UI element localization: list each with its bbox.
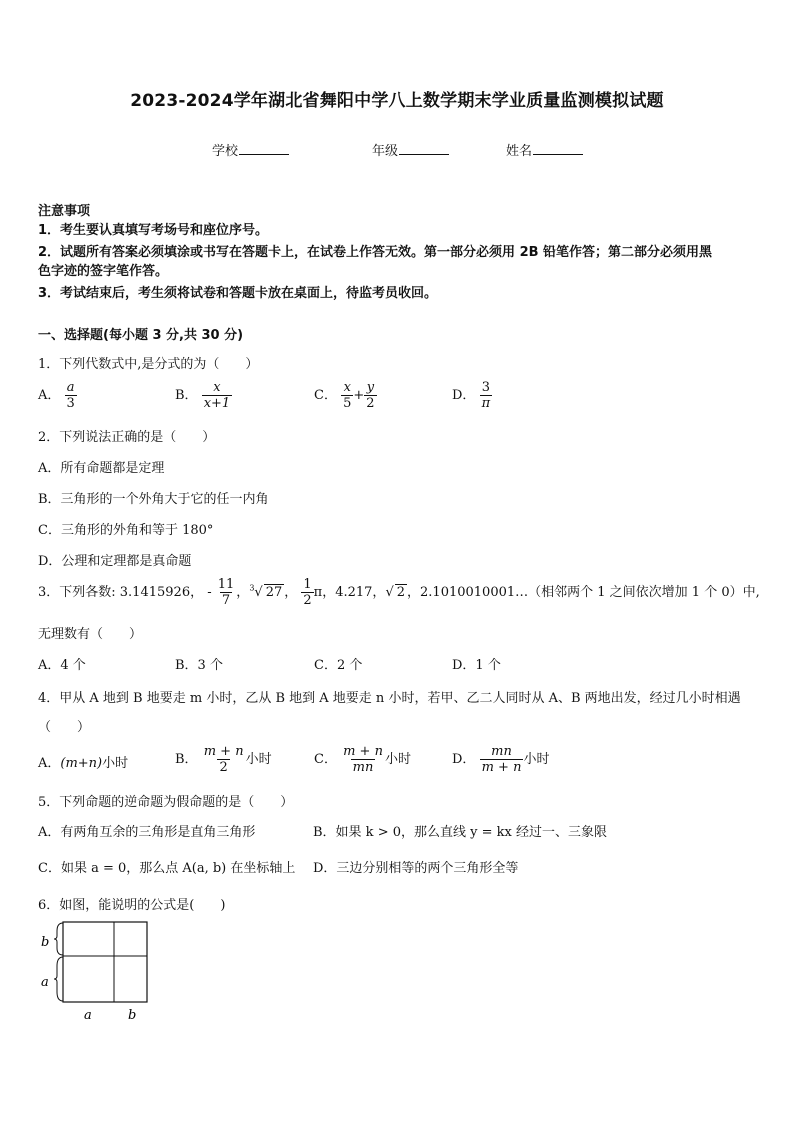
note-item: 2．试题所有答案必须填涂或书写在答题卡上，在试卷上作答无效。第一部分必须用 2B 铅笔作答；第二部分必须用黑	[38, 245, 713, 260]
numerator: x	[343, 380, 351, 395]
school-field[interactable]	[212, 140, 289, 159]
denominator: 2	[366, 396, 375, 411]
q5-option-d[interactable]: D．三边分别相等的两个三角形全等	[313, 861, 519, 876]
question-3-stem: 3．下列各数: 3.1415926， - $\frac{11}{7}$ ，$^3$√ 27 ， $\frac{1}{2}$ π，4.217，√ 2 ，2.1010010001…（相邻两个 1 之间依次增加 1 个 0）中,	[38, 577, 760, 608]
numerator: 1	[303, 577, 312, 592]
q4-option-c[interactable]	[314, 744, 411, 775]
denominator: 3	[66, 396, 75, 411]
q4-option-a[interactable]	[38, 752, 128, 771]
q5-option-b[interactable]: B．如果 k > 0，那么直线 y = kx 经过一、三象限	[313, 825, 607, 840]
q1-option-d[interactable]	[452, 380, 492, 411]
fraction	[480, 744, 524, 775]
unit: 小时	[384, 752, 411, 767]
option-label: A．	[38, 388, 61, 403]
option-label: B．	[175, 388, 198, 403]
denominator: mn	[352, 760, 374, 775]
numerator: a	[66, 380, 75, 395]
denominator: x+1	[203, 396, 231, 411]
denominator: 2	[303, 593, 312, 608]
q2-option-a[interactable]: A．所有命题都是定理	[38, 461, 165, 476]
radicand: 2	[396, 585, 406, 600]
q3-option-a[interactable]: A．4 个	[38, 658, 86, 673]
numerator: x	[213, 380, 221, 395]
q3-option-c[interactable]: C．2 个	[314, 658, 363, 673]
section-heading: 一、选择题(每小题 3 分,共 30 分)	[38, 328, 244, 343]
fraction	[301, 577, 313, 608]
unit: 小时	[523, 752, 550, 767]
label-b-left: b	[41, 935, 50, 950]
q2-option-b[interactable]: B．三角形的一个外角大于它的任一内角	[38, 492, 269, 507]
option-label: D．	[452, 752, 476, 767]
unit: 小时	[245, 752, 272, 767]
name-field[interactable]	[506, 140, 583, 159]
fraction	[202, 744, 246, 775]
name-blank[interactable]	[533, 142, 583, 155]
stem-text: 3．下列各数: 3.1415926， -	[38, 585, 212, 600]
q4-option-d[interactable]	[452, 744, 549, 775]
question-6-stem: 6．如图，能说明的公式是( )	[38, 898, 226, 913]
numerator: 11	[217, 577, 235, 592]
q4-option-b[interactable]	[175, 744, 272, 775]
fraction	[480, 380, 493, 411]
q3-option-d[interactable]: D．1 个	[452, 658, 501, 673]
radicand: 27	[265, 585, 283, 600]
label-a-left: a	[41, 975, 49, 990]
q2-option-c[interactable]: C．三角形的外角和等于 180°	[38, 523, 214, 538]
name-label: 姓名	[506, 144, 533, 159]
label-b-bottom: b	[128, 1008, 137, 1023]
root-index: 3	[249, 583, 255, 593]
denominator: 2	[219, 760, 228, 775]
square-figure	[36, 918, 156, 1028]
school-label: 学校	[212, 144, 239, 159]
numerator: 3	[481, 380, 490, 395]
notes-heading: 注意事项	[38, 204, 91, 219]
unit: 小时	[102, 756, 129, 771]
numerator: mn	[491, 744, 512, 759]
fraction	[341, 380, 353, 411]
option-label: D．	[452, 388, 476, 403]
option-label: C．	[314, 752, 337, 767]
stem-text: ，2.1010010001…（相邻两个 1 之间依次增加 1 个 0）中,	[407, 585, 760, 600]
fraction	[65, 380, 77, 411]
question-1-stem: 1．下列代数式中,是分式的为（ ）	[38, 357, 259, 372]
q1-option-b[interactable]	[175, 380, 232, 411]
denominator: 7	[221, 593, 231, 608]
note-item: 色字迹的签字笔作答。	[38, 264, 169, 279]
numerator: y	[366, 380, 375, 395]
q1-option-a[interactable]	[38, 380, 77, 411]
question-2-stem: 2．下列说法正确的是（ ）	[38, 430, 216, 445]
outer-square	[63, 922, 147, 1002]
grade-label: 年级	[372, 144, 399, 159]
option-label: B．	[175, 752, 198, 767]
exam-title: 2023-2024学年湖北省舞阳中学八上数学期末学业质量监测模拟试题	[130, 91, 664, 111]
plus-sign: +	[353, 388, 365, 403]
denominator: 5	[343, 396, 352, 411]
brace-a	[54, 957, 63, 1001]
q3-option-b[interactable]: B．3 个	[175, 658, 223, 673]
expression: (m+n)	[60, 756, 103, 771]
grade-blank[interactable]	[399, 142, 449, 155]
label-a-bottom: a	[84, 1008, 92, 1023]
denominator: m + n	[481, 760, 522, 775]
stem-text: π，4.217，	[313, 585, 386, 600]
option-label: C．	[314, 388, 337, 403]
note-item: 1．考生要认真填写考场号和座位序号。	[38, 223, 269, 238]
denominator: π	[481, 396, 491, 411]
fraction	[202, 380, 233, 411]
question-4-stem: 4．甲从 A 地到 B 地要走 m 小时，乙从 B 地到 A 地要走 n 小时，若甲、乙二人同时从 A、B 两地出发，经过几小时相遇	[38, 691, 741, 706]
fraction	[341, 744, 385, 775]
numerator: m + n	[203, 744, 244, 759]
question-4-line2: （ ）	[38, 720, 91, 735]
note-item: 3．考试结束后，考生须将试卷和答题卡放在桌面上，待监考员收回。	[38, 286, 438, 301]
fraction	[216, 577, 237, 608]
fraction	[364, 380, 376, 411]
question-3-line2: 无理数有（ ）	[38, 627, 143, 642]
q2-option-d[interactable]: D．公理和定理都是真命题	[38, 554, 192, 569]
brace-b	[54, 923, 63, 955]
grade-field[interactable]	[372, 140, 449, 159]
numerator: m + n	[343, 744, 383, 759]
school-blank[interactable]	[239, 142, 289, 155]
q5-option-c[interactable]: C．如果 a = 0，那么点 A(a, b) 在坐标轴上	[38, 861, 296, 876]
q5-option-a[interactable]: A．有两角互余的三角形是直角三角形	[38, 825, 256, 840]
question-5-stem: 5．下列命题的逆命题为假命题的是（ ）	[38, 795, 294, 810]
q1-option-c[interactable]	[314, 380, 377, 411]
option-label: A．	[38, 756, 61, 771]
